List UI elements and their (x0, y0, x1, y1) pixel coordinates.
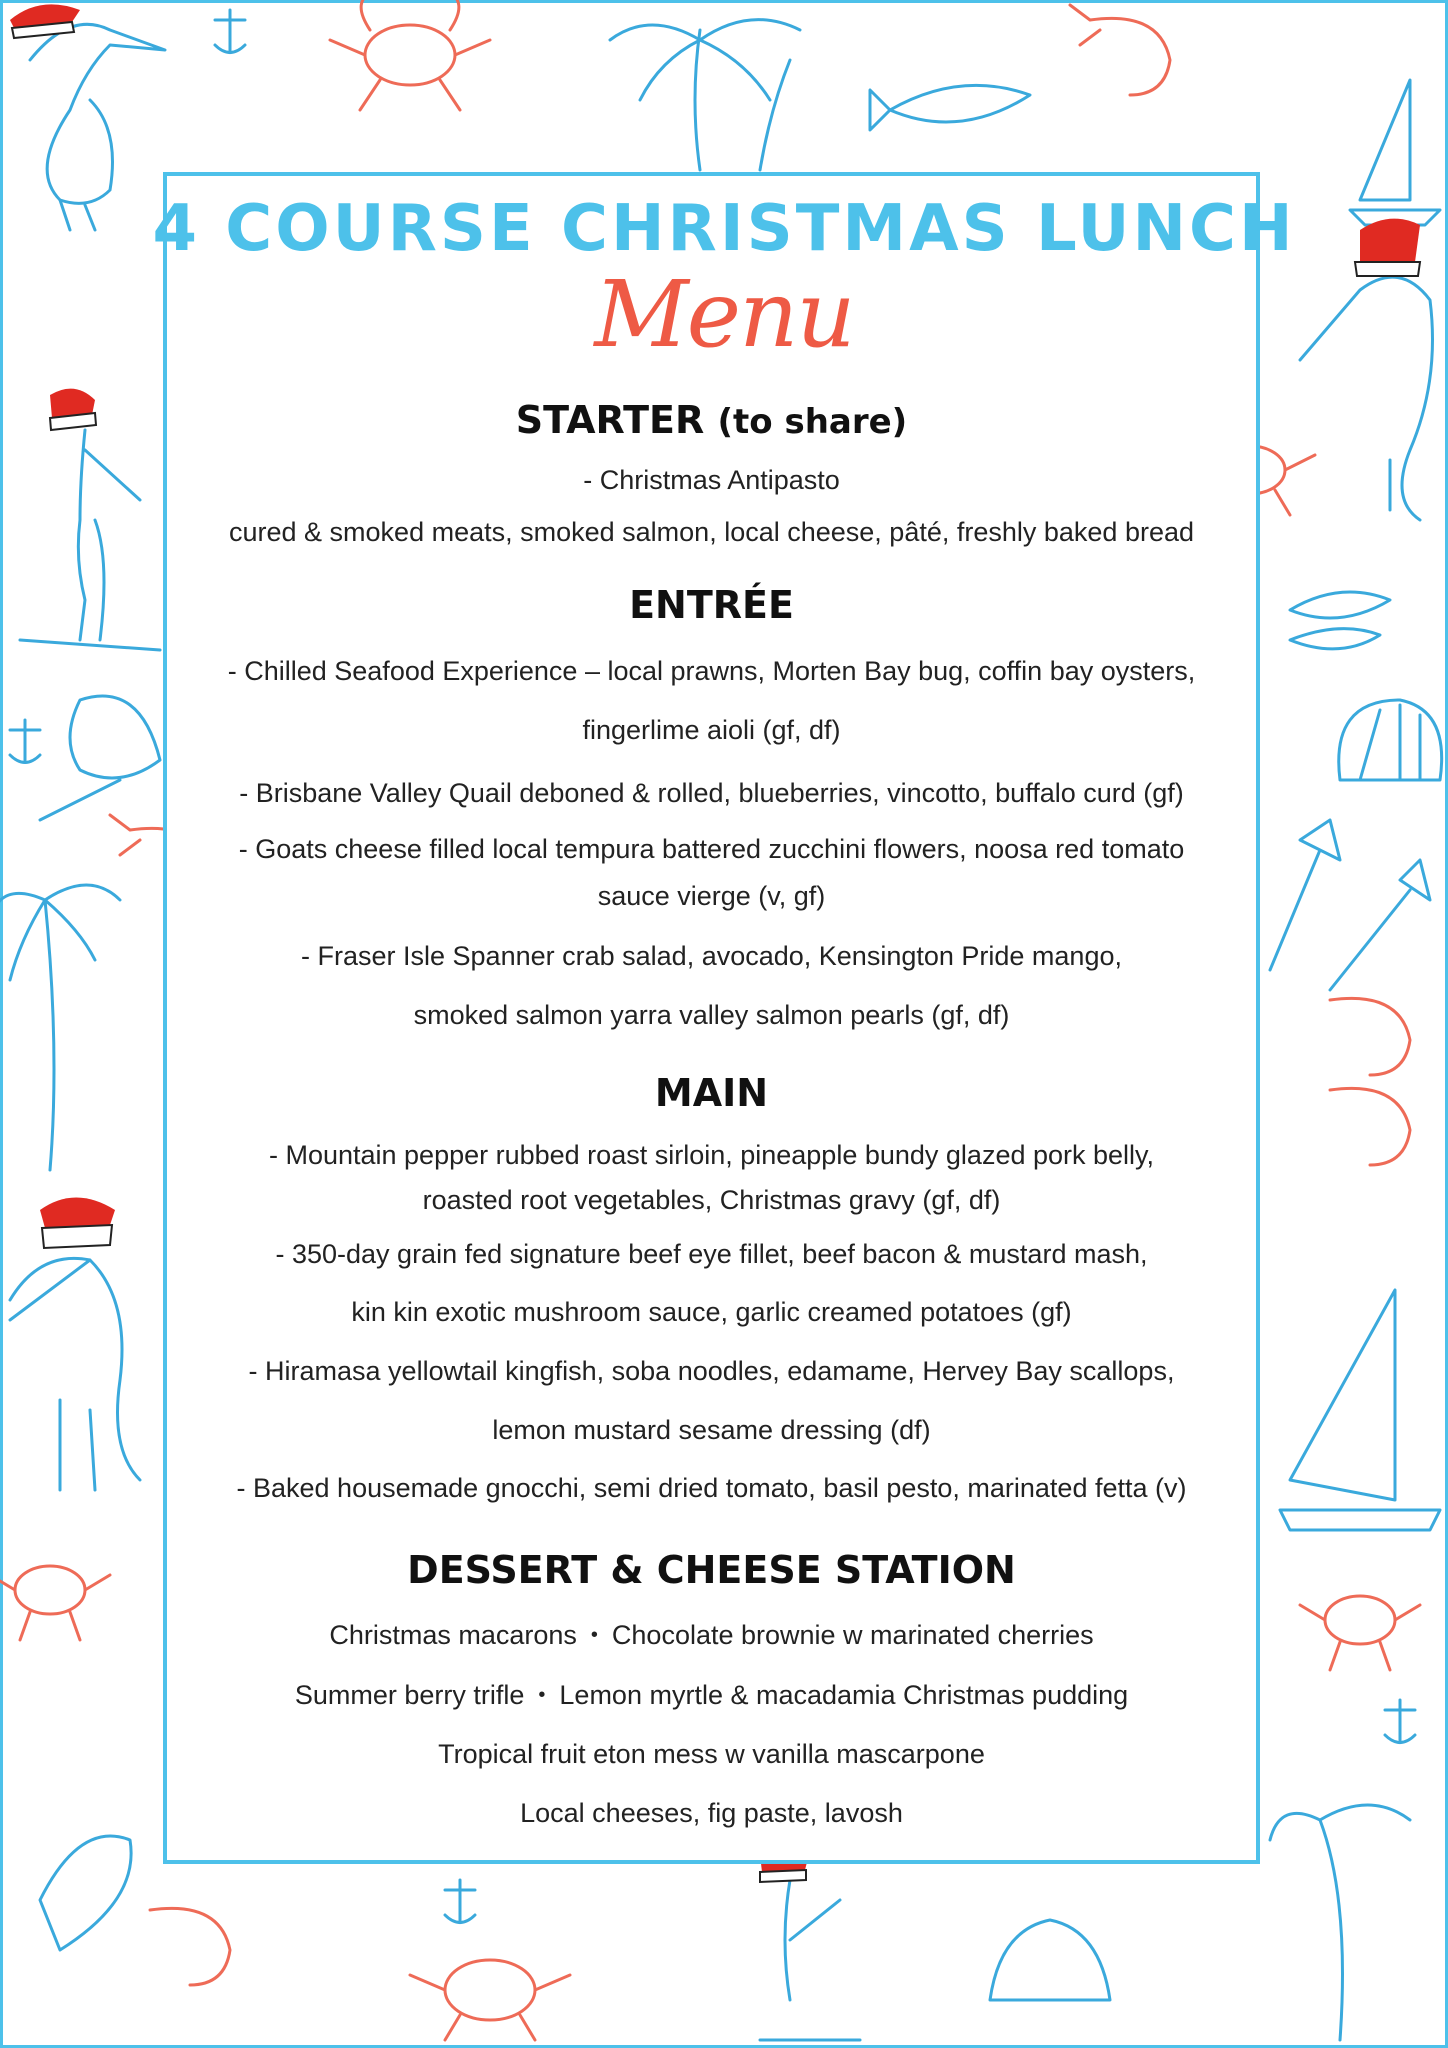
separator-dot: • (590, 1624, 598, 1646)
main-line: - 350-day grain fed signature beef eye fillet, beef bacon & mustard mash, (275, 1239, 1148, 1269)
main-line: - Mountain pepper rubbed roast sirloin, pineapple bundy glazed pork belly, (268, 1140, 1155, 1170)
dessert-line: Tropical fruit eton mess w vanilla mascarpone (438, 1739, 985, 1769)
menu-script-title: Menu (594, 261, 854, 368)
menu-title: 4 COURSE CHRISTMAS LUNCH (152, 192, 1296, 266)
entree-heading: ENTRÉE (629, 583, 794, 627)
entree-line: sauce vierge (v, gf) (597, 881, 826, 911)
stingray-illustration (40, 696, 160, 820)
separator-dot: • (538, 1684, 546, 1706)
entree-line: - Goats cheese filled local tempura battered zucchini flowers, noosa red tomato (238, 834, 1185, 864)
prawn-illustration (1070, 5, 1170, 95)
main-line: - Baked housemade gnocchi, semi dried tomato, basil pesto, marinated fetta (v) (236, 1473, 1187, 1503)
starter-line: cured & smoked meats, smoked salmon, local cheese, pâté, freshly baked bread (229, 517, 1194, 547)
pelican-left (10, 1258, 140, 1490)
palm-tree-left (0, 885, 120, 1170)
dessert-item: Chocolate brownie w marinated cherries (611, 1620, 1094, 1650)
entree-line: - Fraser Isle Spanner crab salad, avocado, Kensington Pride mango, (301, 941, 1122, 971)
shell-bottom (990, 1920, 1110, 2000)
starter-subheading: (to share) (717, 402, 908, 442)
entree-line: smoked salmon yarra valley salmon pearls (gf, df) (413, 1000, 1010, 1030)
main-line: kin kin exotic mushroom sauce, garlic creamed potatoes (gf) (351, 1297, 1072, 1327)
anchor-icon (445, 1880, 475, 1923)
entree-line: - Chilled Seafood Experience – local prawns, Morten Bay bug, coffin bay oysters, (227, 656, 1196, 686)
paddles-illustration (1270, 820, 1430, 990)
entree-line: fingerlime aioli (gf, df) (582, 715, 841, 745)
crab-bottom (410, 1960, 570, 2040)
main-line: lemon mustard sesame dressing (df) (492, 1415, 931, 1445)
crab-illustration (330, 0, 490, 110)
palm-tree-illustration (610, 20, 800, 170)
fish-right (1290, 592, 1390, 649)
shell-illustration (1339, 700, 1442, 780)
palm-tree-bottom (1270, 1805, 1410, 2040)
starter-heading (163, 395, 1260, 447)
dessert-item: Summer berry trifle (294, 1680, 525, 1710)
crab-right-bottom (1300, 1596, 1420, 1670)
paddleboarder-illustration (20, 430, 160, 650)
paddleboarder-bottom (760, 1880, 860, 2040)
entree-line: - Brisbane Valley Quail deboned & rolled, blueberries, vincotto, buffalo curd (gf) (239, 778, 1184, 808)
main-line: - Hiramasa yellowtail kingfish, soba noodles, edamame, Hervey Bay scallops, (248, 1356, 1175, 1386)
main-heading: MAIN (654, 1071, 769, 1115)
main-line: roasted root vegetables, Christmas gravy (gf, df) (422, 1185, 1001, 1215)
prawn-right (1330, 998, 1410, 1165)
starter-line: - Christmas Antipasto (583, 465, 840, 495)
dessert-line (163, 1675, 1260, 1715)
leaf-illustration (40, 1836, 131, 1950)
dessert-heading: DESSERT & CHEESE STATION (407, 1548, 1016, 1592)
anchor-icon (215, 10, 245, 53)
starter-heading-text: STARTER (515, 398, 705, 442)
prawn-bottom (150, 1908, 230, 1985)
dessert-line (163, 1615, 1260, 1655)
fish-illustration (870, 85, 1030, 130)
crab-left-bottom (0, 1566, 110, 1640)
dessert-item: Lemon myrtle & macadamia Christmas pudding (559, 1680, 1129, 1710)
sailboat-right (1280, 1290, 1440, 1530)
anchor-icon (1385, 1700, 1415, 1743)
dessert-line: Local cheeses, fig paste, lavosh (520, 1798, 903, 1828)
dessert-item: Christmas macarons (329, 1620, 577, 1650)
anchor-icon (10, 720, 40, 763)
